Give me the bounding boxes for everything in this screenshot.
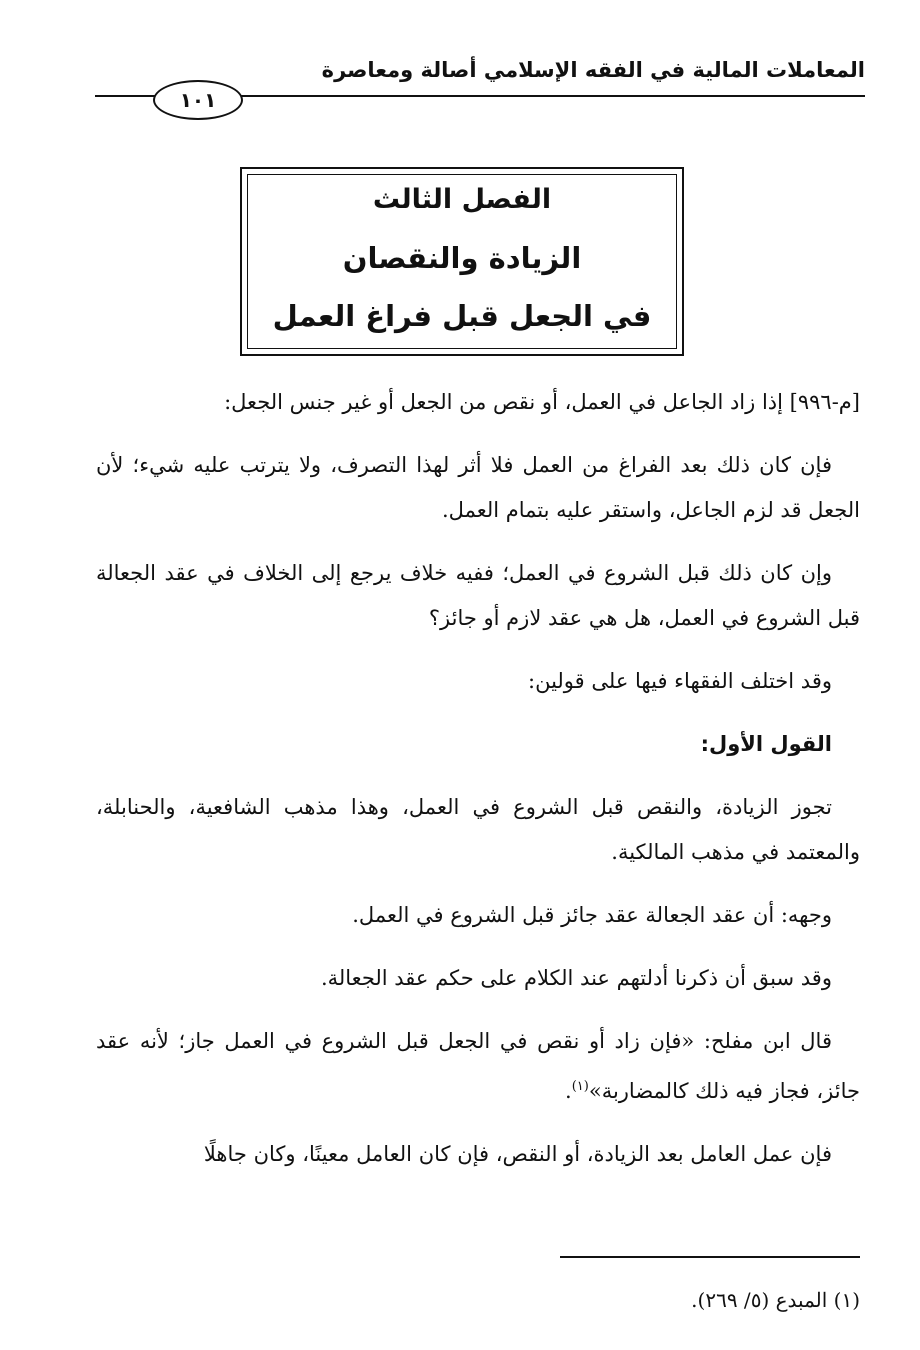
paragraph: وقد اختلف الفقهاء فيها على قولين: [528, 669, 832, 693]
chapter-number: الفصل الثالث [372, 184, 552, 215]
footnote-rule [560, 1256, 860, 1258]
section-heading: القول الأول: [700, 732, 832, 756]
quote-text: قال ابن مفلح: «فإن زاد أو نقص في الجعل قبل الشروع في العمل جاز؛ لأنه عقد جائز، فجاز فيه ذلك كالمضاربة» [96, 1029, 860, 1103]
book-title: المعاملات المالية في الفقه الإسلامي أصالة ومعاصرة [321, 58, 865, 82]
paragraph: وقد سبق أن ذكرنا أدلتهم عند الكلام على حكم عقد الجعالة. [320, 966, 832, 990]
quote-paragraph [96, 1019, 860, 1114]
chapter-title: الزيادة والنقصان [342, 241, 582, 275]
chapter-title-box [240, 167, 684, 356]
main-text [96, 380, 860, 1195]
chapter-subtitle: في الجعل قبل فراغ العمل [272, 299, 652, 333]
quote-end: . [565, 1079, 572, 1103]
footnote-ref: (١) [571, 1079, 589, 1094]
page-number: ١٠١ [153, 80, 243, 120]
paragraph: وإن كان ذلك قبل الشروع في العمل؛ ففيه خلاف يرجع إلى الخلاف في عقد الجعالة قبل الشروع في العمل، هل هي عقد لازم أو جائز؟ [96, 561, 860, 630]
paragraph: تجوز الزيادة، والنقص قبل الشروع في العمل، وهذا مذهب الشافعية، والحنابلة، والمعتمد في مذهب المالكية. [96, 795, 860, 864]
paragraph: فإن كان ذلك بعد الفراغ من العمل فلا أثر لهذا التصرف، ولا يترتب عليه شيء؛ لأن الجعل قد لزم الجاعل، واستقر عليه بتمام العمل. [96, 453, 860, 522]
footnote: (١) المبدع (٥/ ٢٦٩). [691, 1288, 860, 1312]
running-header [95, 52, 865, 122]
paragraph: [م-٩٩٦] إذا زاد الجاعل في العمل، أو نقص من الجعل أو غير جنس الجعل: [224, 390, 860, 414]
paragraph: وجهه: أن عقد الجعالة عقد جائز قبل الشروع في العمل. [352, 903, 832, 927]
paragraph: فإن عمل العامل بعد الزيادة، أو النقص، فإن كان العامل معينًا، وكان جاهلًا [203, 1142, 832, 1166]
